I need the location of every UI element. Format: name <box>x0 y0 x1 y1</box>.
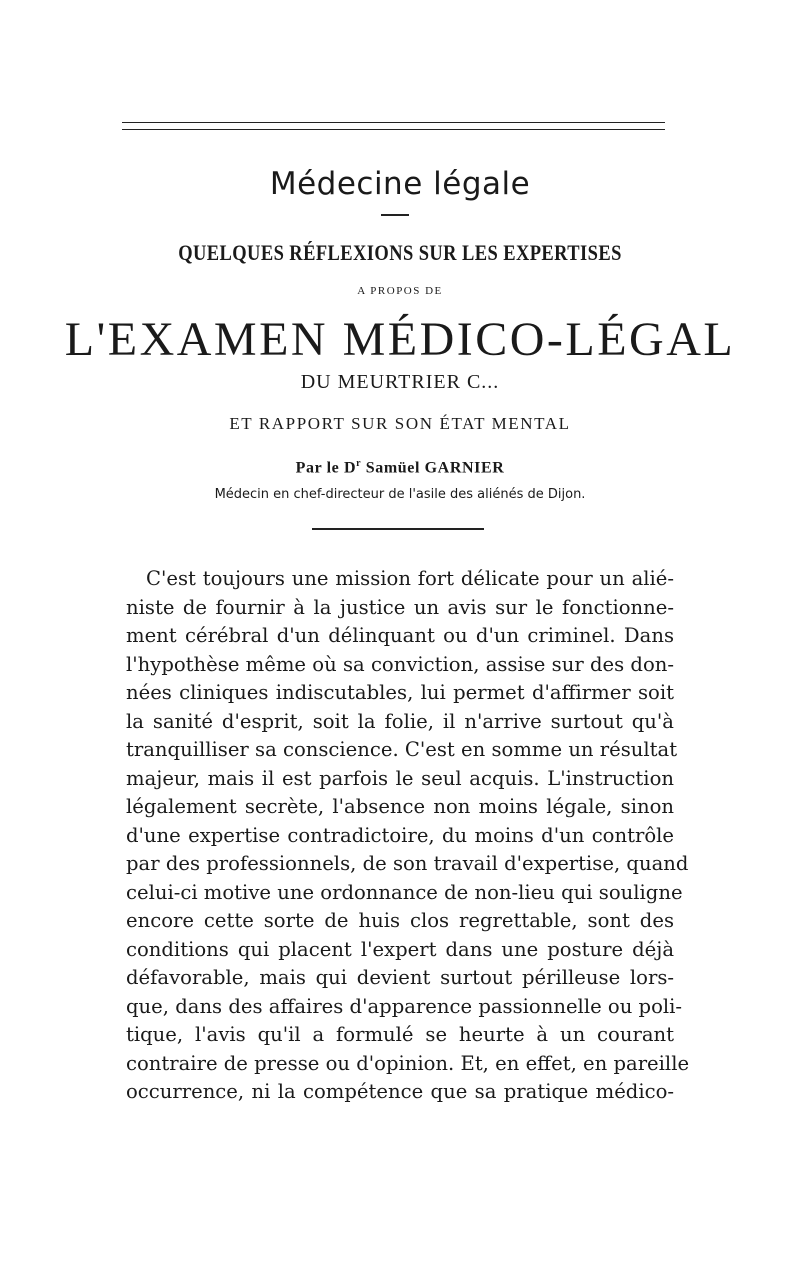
author-prefix: Par le D <box>295 459 357 477</box>
apropos-label: A PROPOS DE <box>357 285 443 297</box>
body-line: la sanité d'esprit, soit la folie, il n'arrive surtout qu'à <box>126 709 674 733</box>
article-main-title: L'EXAMEN MÉDICO-LÉGAL <box>64 313 736 366</box>
top-double-rule-lower <box>122 129 665 130</box>
body-line: C'est toujours une mission fort délicate pour un alié- <box>146 567 674 590</box>
author-title-sup: r <box>356 458 362 469</box>
body-line: défavorable, mais qui devient surtout périlleuse lors- <box>126 966 674 989</box>
title-separator-dash <box>381 214 409 216</box>
body-line: par des professionnels, de son travail d'expertise, quand <box>126 852 689 875</box>
body-line: tique, l'avis qu'il a formulé se heurte à un courant <box>126 1023 674 1046</box>
body-line: ment cérébral d'un délinquant ou d'un criminel. Dans <box>126 624 674 647</box>
body-line: occurrence, ni la compétence que sa pratique médico- <box>126 1080 674 1103</box>
title-line-meurtrier: DU MEURTRIER C... <box>300 371 500 393</box>
body-line: conditions qui placent l'expert dans une posture déjà <box>126 937 674 961</box>
section-title: Médecine légale <box>269 166 531 202</box>
body-paragraph <box>126 565 690 1107</box>
body-line: contraire de presse ou d'opinion. Et, en effet, en pareille <box>126 1051 690 1075</box>
header-bottom-rule <box>312 528 484 530</box>
body-line: l'hypothèse même où sa conviction, assise sur des don- <box>126 652 674 676</box>
author-name: Samüel GARNIER <box>361 459 505 477</box>
body-line: encore cette sorte de huis clos regrettable, sont des <box>126 909 674 932</box>
body-line: niste de fournir à la justice un avis sur le fonctionne- <box>126 595 674 619</box>
top-double-rule-upper <box>122 122 665 123</box>
body-line: nées cliniques indiscutables, lui permet d'affirmer soit <box>126 681 674 704</box>
body-line: celui-ci motive une ordonnance de non-lieu qui souligne <box>126 880 683 904</box>
body-line: d'une expertise contradictoire, du moins d'un contrôle <box>126 823 674 847</box>
body-line: légalement secrète, l'absence non moins légale, sinon <box>126 795 674 818</box>
body-line: tranquilliser sa conscience. C'est en somme un résultat <box>126 738 678 761</box>
body-line: que, dans des affaires d'apparence passionnelle ou poli- <box>126 994 683 1018</box>
author-affiliation: Médecin en chef-directeur de l'asile des aliénés de Dijon. <box>214 487 586 502</box>
body-line: majeur, mais il est parfois le seul acquis. L'instruction <box>126 766 674 790</box>
author-line <box>0 458 800 477</box>
article-subtitle: QUELQUES RÉFLEXIONS SUR LES EXPERTISES <box>178 240 622 265</box>
title-line-rapport: ET RAPPORT SUR SON ÉTAT MENTAL <box>229 414 571 433</box>
